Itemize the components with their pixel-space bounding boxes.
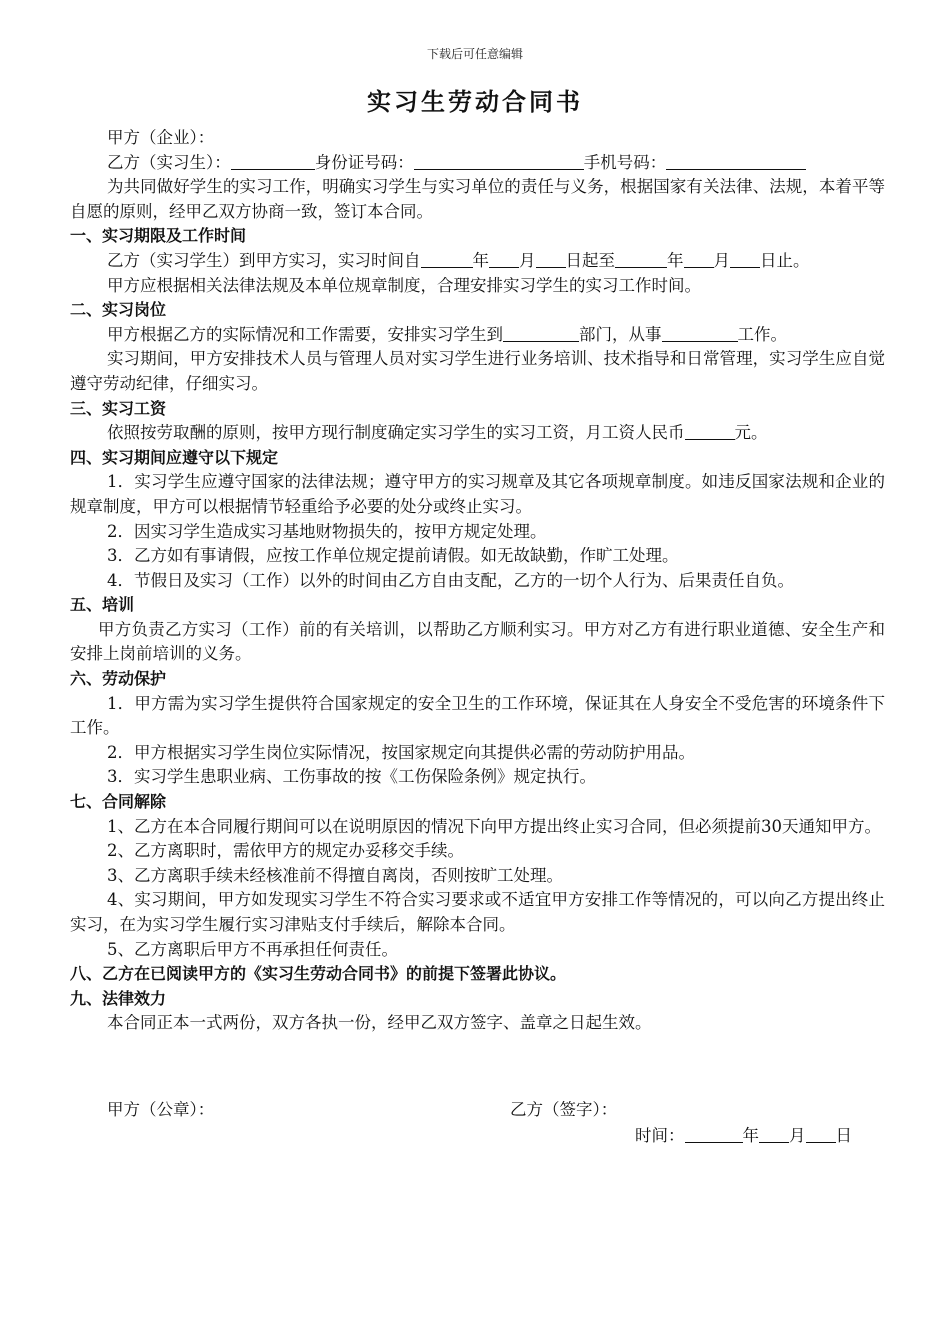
party-b-line [70,151,885,176]
day-label: 日起至 [565,250,615,270]
section-3-salary [70,421,885,446]
period-text: 乙方（实习学生）到甲方实习，实习时间自 [107,250,421,270]
end-year-field[interactable] [615,251,667,268]
section-5-training: 甲方负责乙方实习（工作）前的有关培训，以帮助乙方顺利实习。甲方对乙方有进行职业道德、安全生产和安排上岗前培训的义务。 [70,619,885,664]
section-4-item: 2．因实习学生造成实习基地财物损失的，按甲方规定处理。 [107,521,547,541]
phone-label: 手机号码： [583,152,667,172]
section-4-item: 4．节假日及实习（工作）以外的时间由乙方自由支配，乙方的一切个人行为、后果责任自负。 [107,570,794,590]
document-title: 实习生劳动合同书 [367,87,583,116]
section-3-heading: 三、实习工资 [70,398,167,418]
section-1-hours: 甲方应根据相关法律法规及本单位规章制度，合理安排实习学生的实习工作时间。 [107,275,701,295]
section-8-heading: 八、乙方在已阅读甲方的《实习生劳动合同书》的前提下签署此协议。 [70,964,567,984]
start-year-field[interactable] [421,251,473,268]
job-field[interactable] [662,325,738,342]
download-note: 下载后可任意编辑 [426,47,523,61]
party-b-name-field[interactable] [231,153,315,170]
end-day-field[interactable] [730,251,760,268]
phone-number-field[interactable] [666,153,806,170]
section-5-heading: 五、培训 [70,595,135,615]
section-6-item: 2．甲方根据实习学生岗位实际情况，按国家规定向其提供必需的劳动防护用品。 [107,742,695,762]
party-b-signature-label: 乙方（签字）： [510,1100,618,1119]
time-label: 时间： [635,1126,685,1145]
section-4-item: 3．乙方如有事请假，应按工作单位规定提前请假。如无故缺勤，作旷工处理。 [107,546,679,566]
section-7-item: 1、乙方在本合同履行期间可以在说明原因的情况下向甲方提出终止实习合同，但必须提前30天通知甲方。 [107,816,881,836]
post-text: 甲方根据乙方的实际情况和工作需要，安排实习学生到 [107,324,503,344]
post-text-3: 工作。 [737,324,787,344]
id-number-field[interactable] [414,153,584,170]
section-2-heading: 二、实习岗位 [70,300,167,320]
section-7-item: 3、乙方离职手续未经核准前不得擅自离岗，否则按旷工处理。 [107,865,563,885]
month-label: 月 [789,1126,806,1145]
year-label: 年 [742,1126,759,1145]
section-1-period [70,249,885,274]
section-7-item: 4、实习期间，甲方如发现实习学生不符合实习要求或不适宜甲方安排工作等情况的，可以向乙方提出终止实习，在为实习学生履行实习津贴支付手续后，解除本合同。 [70,890,885,934]
year-label: 年 [472,250,489,270]
start-month-field[interactable] [489,251,519,268]
sign-month-field[interactable] [759,1126,789,1143]
section-4-heading: 四、实习期间应遵守以下规定 [70,447,279,467]
id-label: 身份证号码： [314,152,414,172]
post-text-2: 部门，从事 [579,324,662,344]
section-2-post [70,323,885,348]
signing-date [635,1122,852,1146]
sign-day-field[interactable] [806,1126,836,1143]
start-day-field[interactable] [536,251,566,268]
section-9-effect: 本合同正本一式两份，双方各执一份，经甲乙双方签字、盖章之日起生效。 [107,1013,652,1033]
salary-text: 依照按劳取酬的原则，按甲方现行制度确定实习学生的实习工资，月工资人民币 [107,423,685,443]
salary-unit: 元。 [734,423,768,443]
end-month-field[interactable] [684,251,714,268]
party-a-line: 甲方（企业）： [107,128,215,147]
day-label: 日止。 [760,250,810,270]
section-6-heading: 六、劳动保护 [70,669,167,689]
section-4-item: 1．实习学生应遵守国家的法律法规；遵守甲方的实习规章及其它各项规章制度。如违反国家法规和企业的规章制度，甲方可以根据情节轻重给予必要的处分或终止实习。 [70,472,885,516]
section-6-item: 3．实习学生患职业病、工伤事故的按《工伤保险条例》规定执行。 [107,767,596,787]
contract-body [70,126,885,1036]
day-label: 日 [835,1126,852,1145]
intro-paragraph: 为共同做好学生的实习工作，明确实习学生与实习单位的责任与义务，根据国家有关法律、法规，本着平等自愿的原则，经甲乙双方协商一致，签订本合同。 [70,177,885,221]
month-label: 月 [519,250,536,270]
sign-year-field[interactable] [685,1126,743,1143]
section-6-item: 1．甲方需为实习学生提供符合国家规定的安全卫生的工作环境，保证其在人身安全不受危害的环境条件下工作。 [70,693,885,738]
salary-field[interactable] [685,423,735,440]
section-7-heading: 七、合同解除 [70,792,167,812]
section-1-heading: 一、实习期限及工作时间 [70,226,247,246]
month-label: 月 [713,250,730,270]
section-7-item: 5、乙方离职后甲方不再承担任何责任。 [107,939,398,959]
department-field[interactable] [503,325,579,342]
section-9-heading: 九、法律效力 [70,988,167,1008]
section-7-item: 2、乙方离职时，需依甲方的规定办妥移交手续。 [107,841,464,861]
section-2-training: 实习期间，甲方安排技术人员与管理人员对实习学生进行业务培训、技术指导和日常管理，实习学生应自觉遵守劳动纪律，仔细实习。 [70,349,885,393]
party-b-label: 乙方（实习生）： [107,152,231,172]
year-label: 年 [667,250,684,270]
party-a-seal-label: 甲方（公章）： [107,1100,215,1119]
